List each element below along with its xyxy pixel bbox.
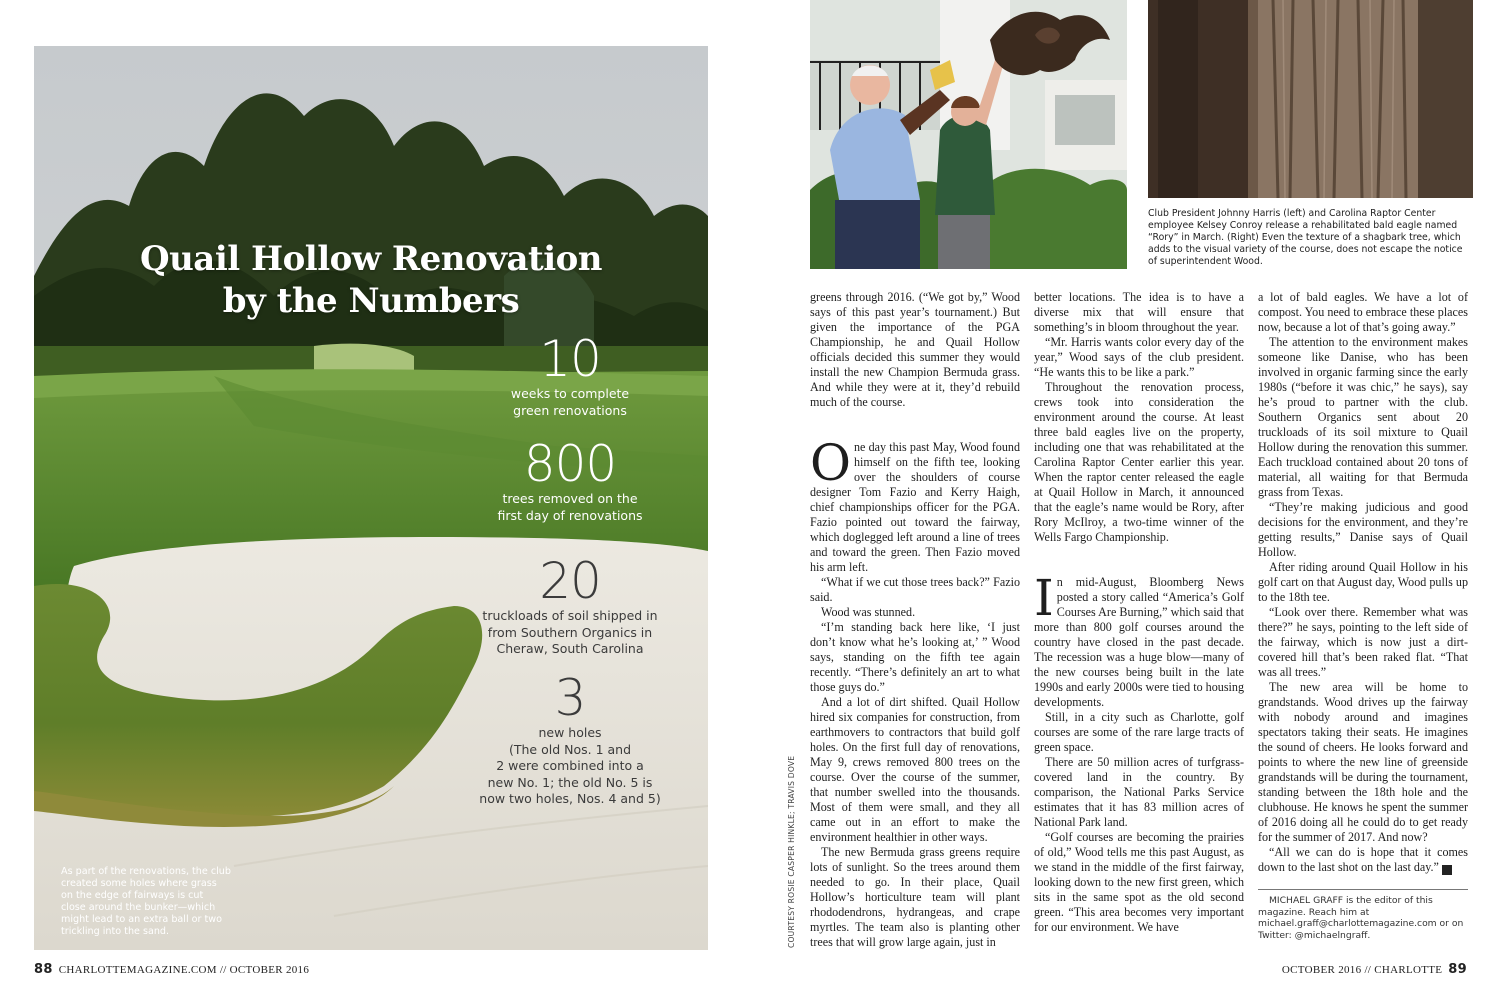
- paragraph: Wood was stunned.: [821, 605, 916, 619]
- paragraph-text: n mid-August, Bloomberg News posted a story called “America’s Golf Courses Are Burning,” which said that more than 800 golf courses around the country have closed in the past decade. The recession was a huge blow—many of the new courses being built in the late 1990s and early 2000s were tied to housing developments.: [1034, 575, 1244, 709]
- stat-new-holes: [454, 671, 686, 808]
- paragraph: “Look over there. Remember what was there?” he says, pointing to the left side of the fairway, which is now just a dirt-covered hill that’s been raked flat. “That was all trees.”: [1258, 605, 1468, 679]
- paragraph: “Mr. Harris wants color every day of the year,” Wood says of the club president. “He wants this to be like a park.”: [1034, 335, 1244, 379]
- eagle-release-photo: [810, 0, 1127, 269]
- feature-title-line1: Quail Hollow Renovation: [139, 239, 603, 279]
- page-number-left: 88: [34, 962, 53, 977]
- stat-trees: [470, 437, 670, 524]
- paragraph: “They’re making judicious and good decisions for the environment, and they’re getting results,” Danise says of Quail Hollow.: [1258, 500, 1468, 559]
- paragraph: “I’m standing back here like, ‘I just don’t know what he’s looking at,’ ” Wood says, standing on the fifth tee again recently. “There’s definitely an art to what those guys do.”: [810, 620, 1020, 694]
- paragraph-text: ne day this past May, Wood found himself on the fifth tee, looking over the shoulders of course designer Tom Fazio and Kerry Haigh, chief championships officer for the PGA. Fazio pointed out toward the fairway, which doglegged left around a line of trees and toward the green. Then Fazio moved his arm left.: [810, 440, 1020, 574]
- paragraph-text: “All we can do is hope that it comes down to the last shot on the last day.”: [1258, 845, 1468, 874]
- paragraph: “What if we cut those trees back?” Fazio said.: [810, 575, 1020, 604]
- paragraph: a lot of bald eagles. We have a lot of compost. You need to embrace these places now, because a lot of that’s going away.”: [1258, 290, 1468, 334]
- end-mark-icon: C: [1442, 865, 1452, 875]
- folio-right-text: OCTOBER 2016 // CHARLOTTE: [1281, 964, 1443, 976]
- stat-number: 20: [539, 552, 601, 610]
- paragraph: The new area will be home to grandstands. Wood drives up the fairway with nobody around and imagines spectators taking their seats. He imagines the sound of cheers. He looks forward and points to where the new line of greenside grandstands will be during the tournament, standing between the 18th hole and the clubhouse. He knows he spent the summer of 2016 doing all he could do to get ready for the summer of 2017. And now?: [1258, 680, 1468, 844]
- eagle-release-illustration: [810, 0, 1127, 269]
- author-bio: MICHAEL GRAFF is the editor of this magazine. Reach him at michael.graff@charlottemagazine.com or on Twitter: @michaelngraff.: [1258, 889, 1468, 941]
- photos-caption: Club President Johnny Harris (left) and Carolina Raptor Center employee Kelsey Conroy release a rehabilitated bald eagle named “Rory” in March. (Right) Even the texture of a shagbark tree, which adds to the visual variety of the course, does not escape the notice of superintendent Wood.: [1148, 208, 1463, 267]
- paragraph: After riding around Quail Hollow in his golf cart on that August day, Wood pulls up to the 18th tee.: [1258, 560, 1468, 604]
- stat-number: 800: [523, 435, 617, 493]
- photo-credit: COURTESY ROSIE CASPER HINKLE; TRAVIS DOVE: [787, 755, 796, 948]
- paragraph: better locations. The idea is to have a diverse mix that will ensure that something’s in bloom throughout the year.: [1034, 290, 1244, 334]
- stat-label: trees removed on the first day of renovations: [497, 491, 643, 523]
- paragraph: The attention to the environment makes someone like Danise, who has been involved in organic farming since the early 1980s (“before it was chic,” he says), say he’s proud to partner with the club. Southern Organics sent about 20 truckloads of its soil mixture to Quail Hollow during the renovation this summer. Each truckload contained about 20 tons of material, all waiting for that Bermuda grass from Texas.: [1258, 335, 1468, 499]
- paragraph: The new Bermuda grass greens require lots of sunlight. So the trees around them needed to go. In their place, Quail Hollow’s horticulture team will plant rhododendrons, hydrangeas, and crape myrtles. The team also is planting other trees that will grow large again, just in: [810, 845, 1020, 949]
- shagbark-tree-photo: [1148, 0, 1473, 198]
- folio-left: [34, 962, 309, 977]
- paragraph: Still, in a city such as Charlotte, golf courses are some of the rare large tracts of green space.: [1034, 710, 1244, 754]
- paragraph: [1258, 845, 1468, 875]
- paragraph: [1034, 569, 1244, 710]
- paragraph: [810, 434, 1020, 575]
- feature-photo: [34, 46, 708, 950]
- stat-number: 10: [539, 330, 601, 388]
- folio-right: [1282, 962, 1467, 977]
- article-column-2: [1034, 290, 1244, 935]
- feature-title: [134, 238, 608, 322]
- paragraph: Throughout the renovation process, crews took into consideration the environment around the course. At least three bald eagles live on the property, including one that was rehabilitated at the Carolina Raptor Center earlier this year. When the raptor center released the eagle at Quail Hollow in March, it announced that the eagle’s name would be Rory, after Rory McIlroy, a two-time winner of the Wells Fargo Championship.: [1034, 380, 1244, 544]
- paragraph: greens through 2016. (“We got by,” Wood says of this past year’s tournament.) But given the importance of the PGA Championship, he and Quail Hollow officials decided this summer they would install the new Champion Bermuda grass. And while they were at it, they’d rebuild much of the course.: [810, 290, 1020, 409]
- drop-cap: O: [810, 434, 851, 492]
- paragraph: There are 50 million acres of turfgrass-covered land in the country. By comparison, the National Parks Service estimates that it has 83 million acres of National Park land.: [1034, 755, 1244, 829]
- page-number-right: 89: [1448, 962, 1467, 977]
- article-column-3: [1258, 290, 1468, 941]
- paragraph: “Golf courses are becoming the prairies of old,” Wood tells me this past August, as we stand in the middle of the first fairway, looking down to the new first green, which sits in the same spot as the old second green. “This area becomes very important for our environment. We have: [1034, 830, 1244, 934]
- drop-cap: I: [1034, 569, 1054, 627]
- tree-bark-illustration: [1148, 0, 1473, 198]
- folio-left-text: CHARLOTTEMAGAZINE.COM // OCTOBER 2016: [58, 964, 310, 976]
- feature-photo-caption: As part of the renovations, the club created some holes where grass on the edge of fairways is cut close around the bunker—which might lead to an extra ball or two trickling into the sand.: [61, 866, 231, 937]
- stat-label: new holes (The old Nos. 1 and 2 were combined into a new No. 1; the old No. 5 is now two holes, Nos. 4 and 5): [479, 725, 661, 806]
- article-column-1: [810, 290, 1020, 950]
- section-break: [1034, 545, 1244, 575]
- feature-title-line2: by the Numbers: [222, 281, 520, 321]
- stat-weeks: [470, 332, 670, 419]
- stat-number: 3: [554, 669, 586, 727]
- stat-label: truckloads of soil shipped in from Southern Organics in Cheraw, South Carolina: [482, 608, 658, 656]
- stat-label: weeks to complete green renovations: [510, 386, 630, 418]
- stat-truckloads: [454, 554, 686, 658]
- paragraph: And a lot of dirt shifted. Quail Hollow hired six companies for construction, from earthmovers to contractors that build golf holes. On the first full day of renovations, May 9, crews removed 800 trees on the course. Over the course of the summer, that number swelled into the thousands. Most of them were small, and they all came out in an effort to make the environment healthier in other ways.: [810, 695, 1020, 844]
